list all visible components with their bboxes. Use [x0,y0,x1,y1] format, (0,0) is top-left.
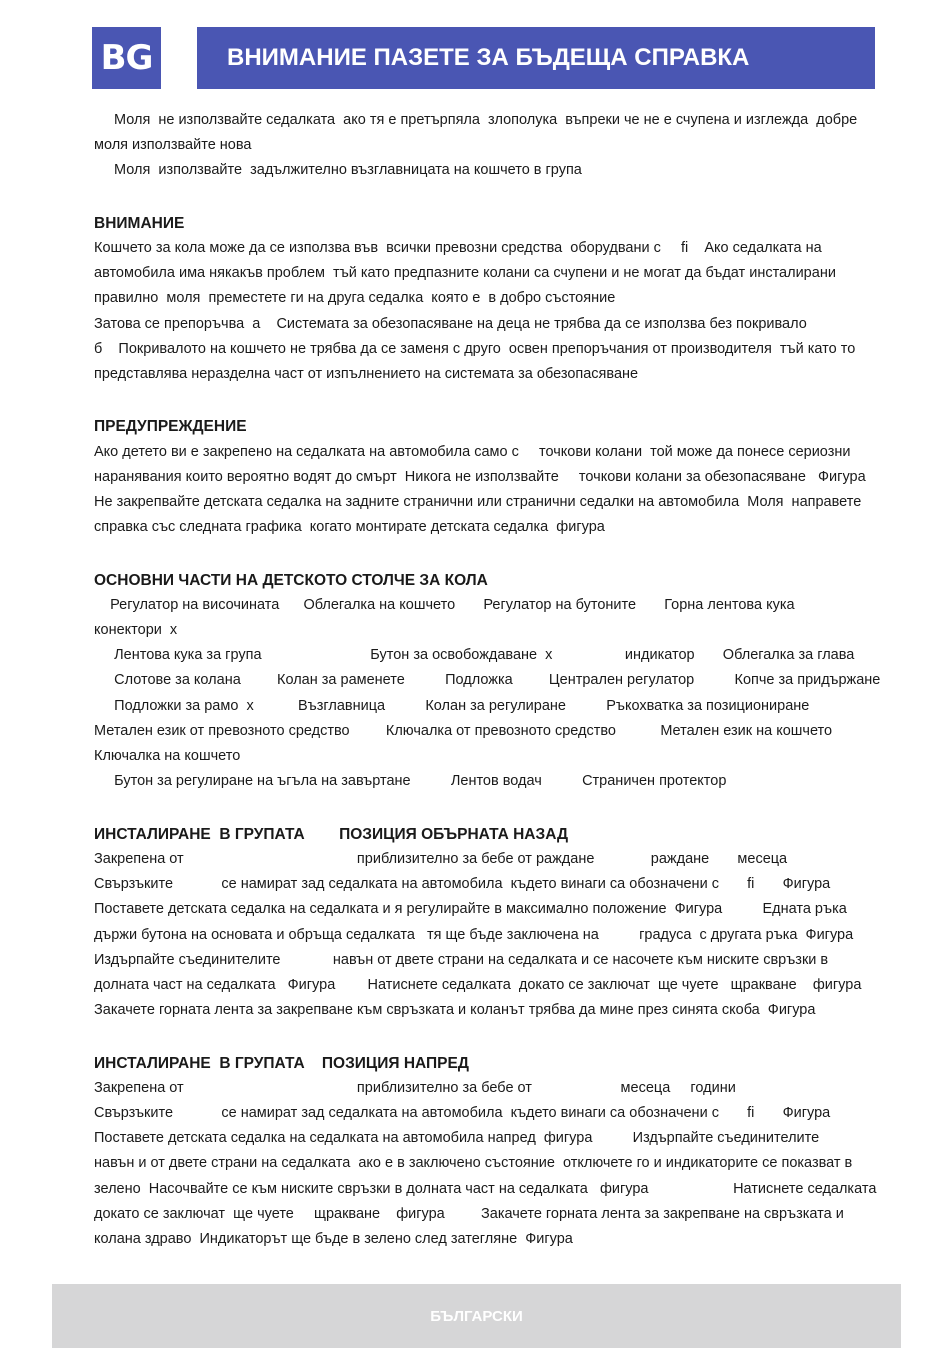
install-front-paragraph: Закрепена от приблизително за бебе от месеца години [94,1079,736,1096]
parts-line: Лентова кука за група Бутон за освобождаване х индикатор Облегалка за глава [94,647,855,664]
section-heading-caution: ПРЕДУПРЕЖДЕНИЕ [94,418,247,436]
install-rear-paragraph: Свързъките се намират зад седалката на автомобила където винаги са обозначени с fi Фигура Поставете детската седалка на седалката и я регулирайте в максимално положение Фигура Едната ръка държи бутона на основата и обръща седалката тя ще бъде заключена на градуса с другата ръка Фигура Издърпайте съединителите навън от двете страни на седалката и се насочете към ниските свръзки в долната част на седалката Фигура Натиснете седалката докато се заключат ще чуете щракване фигура Закачете горната лента за закрепване към свръзката и коланът трябва да мине през синята скоба Фигура [94,876,922,1019]
intro-paragraph: Моля използвайте задължително възглавницата на кошчето в група [114,162,582,179]
page-title: ВНИМАНИЕ ПАЗЕТЕ ЗА БЪДЕЩА СПРАВКА [227,44,750,71]
language-badge-label: BG [100,38,153,78]
footer-language-label: БЪЛГАРСКИ [430,1307,523,1325]
parts-line: Регулатор на височината Облегалка на кошчето Регулатор на бутоните Горна лентова кука конектори х [94,596,860,638]
warning-paragraph: Кошчето за кола може да се използва във всички превозни средства оборудвани с fi Ако седалката на автомобила има някакъв проблем тъй като предпазните колани са счупени и не могат да бъдат инсталирани правилно моля преместете ги на друга седалка която е в добро състояние [94,239,840,307]
install-front-paragraph: Свързъките се намират зад седалката на автомобила където винаги са обозначени с fi Фигура Поставете детската седалка на седалката на автомобила напред фигура Издърпайте съединителите навън и от двете страни на седалката ако е в заключено състояние отключете го и индикаторите се показват в зелено Насочвайте се към ниските свръзки в долната част на седалката фигура Натиснете седалката докато се заключат щe чуете щракване фигура Закачете горната лента за закрепване на свръзката и колана здраво Индикаторът ще бъде в зелено след затегляне Фигура [94,1104,885,1248]
parts-line: Подложки за рамо х Възглавница Колан за регулиране Ръкохватка за позициониране Металeн език от превозното средство Ключалка от превозното средство Металeн език на кошчето Ключалка на кошчето [94,697,877,765]
section-heading-install-front: ИНСТАЛИРАНЕ В ГРУПАТА ПОЗИЦИЯ НАПРЕД [94,1054,469,1072]
warning-paragraph: Затова се препоръчва а Системата за обезопасяване на деца не трябва да се използва без покривало [94,315,807,332]
section-heading-install-rear: ИНСТАЛИРАНЕ В ГРУПАТА ПОЗИЦИЯ ОБЪРНАТА НАЗАД [94,825,569,843]
parts-line: Слотове за колана Колан за раменете Подложка Централен регулатор Копче за придържане [94,672,881,689]
section-heading-parts: ОСНОВНИ ЧАСТИ НА ДЕТСКОТО СТОЛЧЕ ЗА КОЛА [94,571,488,589]
caution-paragraph: Не закрепвайте детската седалка на задните странични или странични седалки на автомобила Моля направете справка със следната графика когато монтирате детската седалка фигура [94,494,866,536]
intro-paragraph: Моля не използвайте седалката ако тя е претърпяла злополука въпреки че не е счупена и изглежда добре моля използвайте нова [94,112,874,154]
caution-paragraph: Ако детето ви е закрепено на седалката на автомобила само с точкови колани той може да понесе сериозни наранявания които вероятно водят до смърт Никога не използвайте точкови колани за обезопасяване Фигура [94,443,866,485]
document-body [94,108,922,1252]
language-badge [92,27,161,89]
page-footer [52,1284,901,1348]
install-rear-paragraph: Закрепена от приблизително за бебе от раждане раждане месеца [94,850,788,867]
page-header [197,27,875,89]
warning-paragraph: б Покривалото на кошчето не трябва да се заменя с друго освен препоръчания от производителя тъй като то представлява неразделна част от изпълнението на системата за обезопасяване [94,340,860,383]
section-heading-warning: ВНИМАНИЕ [94,214,185,232]
parts-line: Бутон за регулиране на ъгъла на завъртане Лентов водач Страничен протектор [94,773,727,790]
